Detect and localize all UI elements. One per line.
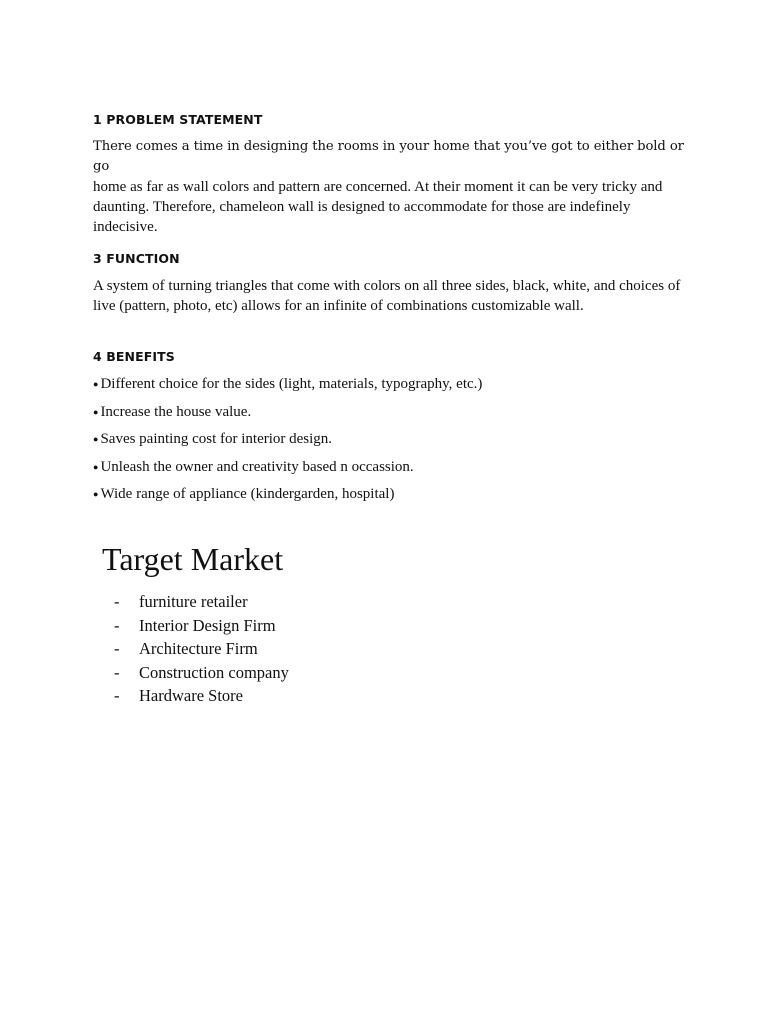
benefit-item xyxy=(93,485,482,513)
benefit-item xyxy=(93,375,482,403)
function-heading: 3 FUNCTION xyxy=(93,251,180,266)
dash-marker: - xyxy=(114,662,120,682)
dash-marker: - xyxy=(114,639,120,658)
benefit-item-text: Saves painting cost for interior design. xyxy=(100,431,333,447)
bullet-icon: ● xyxy=(93,434,99,444)
problem-statement-heading: 1 PROBLEM STATEMENT xyxy=(93,112,263,127)
benefit-item xyxy=(93,403,482,431)
target-market-item xyxy=(114,638,289,662)
dash-marker: - xyxy=(114,592,120,611)
bullet-icon: ● xyxy=(93,406,99,417)
target-market-item-text: Hardware Store xyxy=(139,686,243,705)
benefit-item-text: Different choice for the sides (light, materials, typography, etc.) xyxy=(100,376,483,392)
target-market-item xyxy=(114,591,289,615)
benefit-item xyxy=(93,458,482,486)
target-market-item xyxy=(114,615,289,639)
target-market-list xyxy=(114,591,289,709)
benefits-list xyxy=(93,375,482,513)
benefit-item-text: Increase the house value. xyxy=(100,403,252,420)
target-market-title: Target Market xyxy=(102,541,284,577)
problem-statement-text xyxy=(93,137,693,237)
benefit-item-text: Wide range of appliance (kindergarden, hospital) xyxy=(100,486,395,502)
benefit-item-text: Unleash the owner and creativity based n occassion. xyxy=(100,458,414,475)
bullet-icon: ● xyxy=(93,461,99,472)
target-market-item xyxy=(114,685,289,709)
target-market-item-text: furniture retailer xyxy=(139,592,248,611)
benefits-heading: 4 BENEFITS xyxy=(93,349,175,364)
target-market-item-text: Construction company xyxy=(139,662,289,682)
problem-statement-rest: home as far as wall colors and pattern are concerned. At their moment it can be very tricky and daunting. Therefore, chameleon wall is designed to accommodate for those are indefinely indecisive. xyxy=(93,179,663,235)
target-market-item-text: Architecture Firm xyxy=(139,639,258,658)
target-market-item-text: Interior Design Firm xyxy=(139,615,276,635)
bullet-icon: ● xyxy=(93,379,99,389)
dash-marker: - xyxy=(114,686,120,705)
dash-marker: - xyxy=(114,615,120,635)
problem-statement-line-1: There comes a time in designing the rooms in your home that you’ve got to either bold or go xyxy=(93,139,684,174)
bullet-icon: ● xyxy=(93,489,99,499)
function-text: A system of turning triangles that come with colors on all three sides, black, white, and choices of live (pattern, photo, etc) allows for an infinite of combinations customizable wall. xyxy=(93,278,681,314)
benefit-item xyxy=(93,430,482,458)
target-market-item xyxy=(114,662,289,686)
